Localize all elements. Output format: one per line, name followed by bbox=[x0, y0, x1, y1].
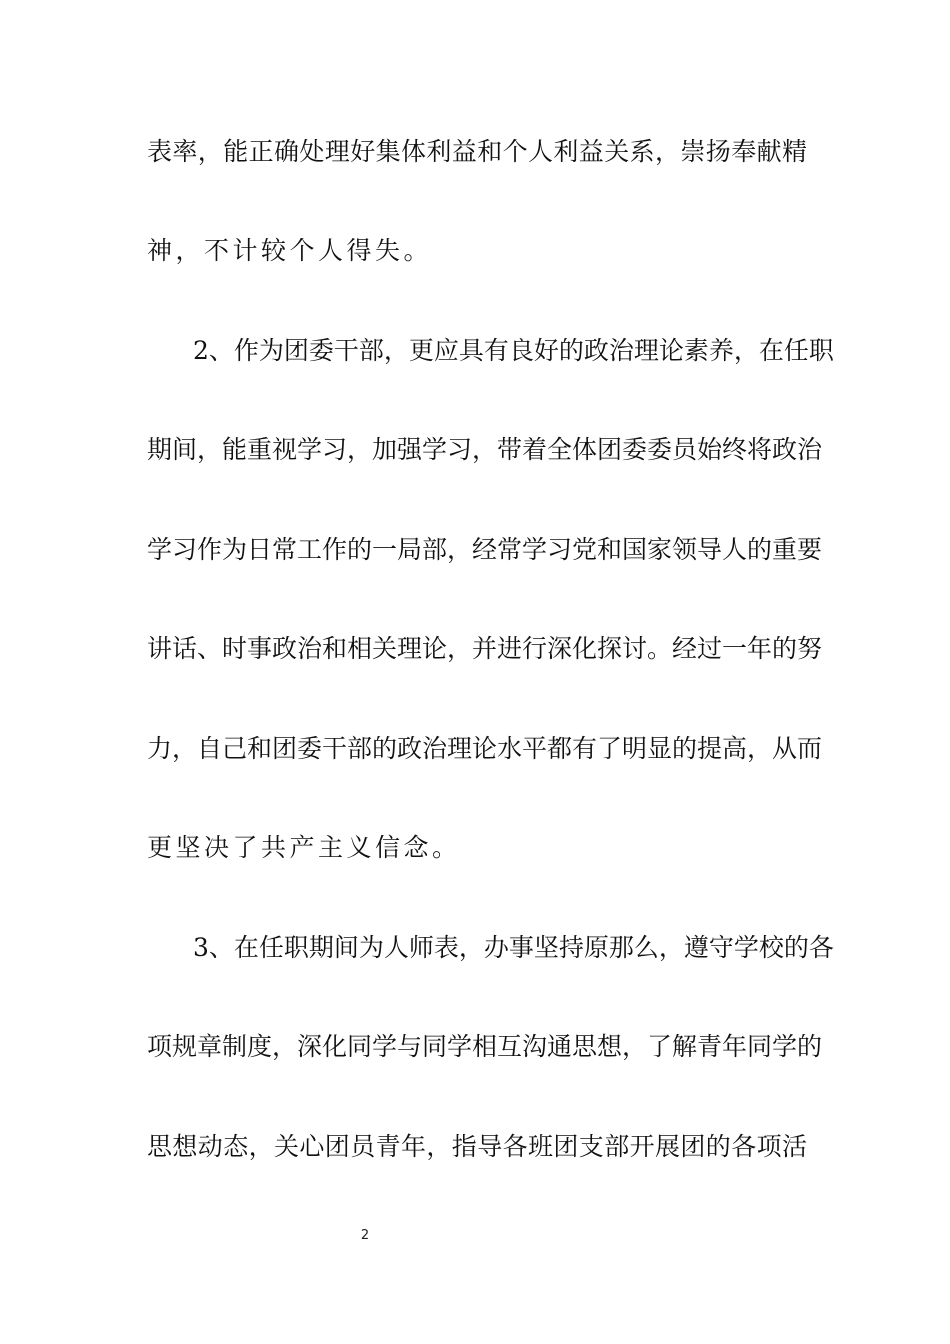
paragraph-line: 神，不计较个人得失。 bbox=[147, 236, 433, 265]
paragraph-line: 思想动态，关心团员青年，指导各班团支部开展团的各项活 bbox=[147, 1132, 807, 1161]
paragraph-line: 表率，能正确处理好集体利益和个人利益关系，崇扬奉献精 bbox=[147, 137, 807, 166]
paragraph-line: 3、在任职期间为人师表，办事坚持原那么，遵守学校的各 bbox=[193, 933, 834, 962]
paragraph-line: 学习作为日常工作的一局部，经常学习党和国家领导人的重要 bbox=[147, 535, 823, 564]
paragraph-line: 期间，能重视学习，加强学习，带着全体团委委员始终将政治 bbox=[147, 435, 823, 464]
page-number: 2 bbox=[360, 1228, 370, 1243]
paragraph-line: 2、作为团委干部，更应具有良好的政治理论素养，在任职 bbox=[193, 336, 834, 365]
paragraph-line: 讲话、时事政治和相关理论，并进行深化探讨。经过一年的努 bbox=[147, 634, 823, 663]
paragraph-line: 更坚决了共产主义信念。 bbox=[147, 833, 461, 862]
paragraph-line: 力，自己和团委干部的政治理论水平都有了明显的提高，从而 bbox=[147, 734, 823, 763]
paragraph-line: 项规章制度，深化同学与同学相互沟通思想，了解青年同学的 bbox=[147, 1032, 823, 1061]
